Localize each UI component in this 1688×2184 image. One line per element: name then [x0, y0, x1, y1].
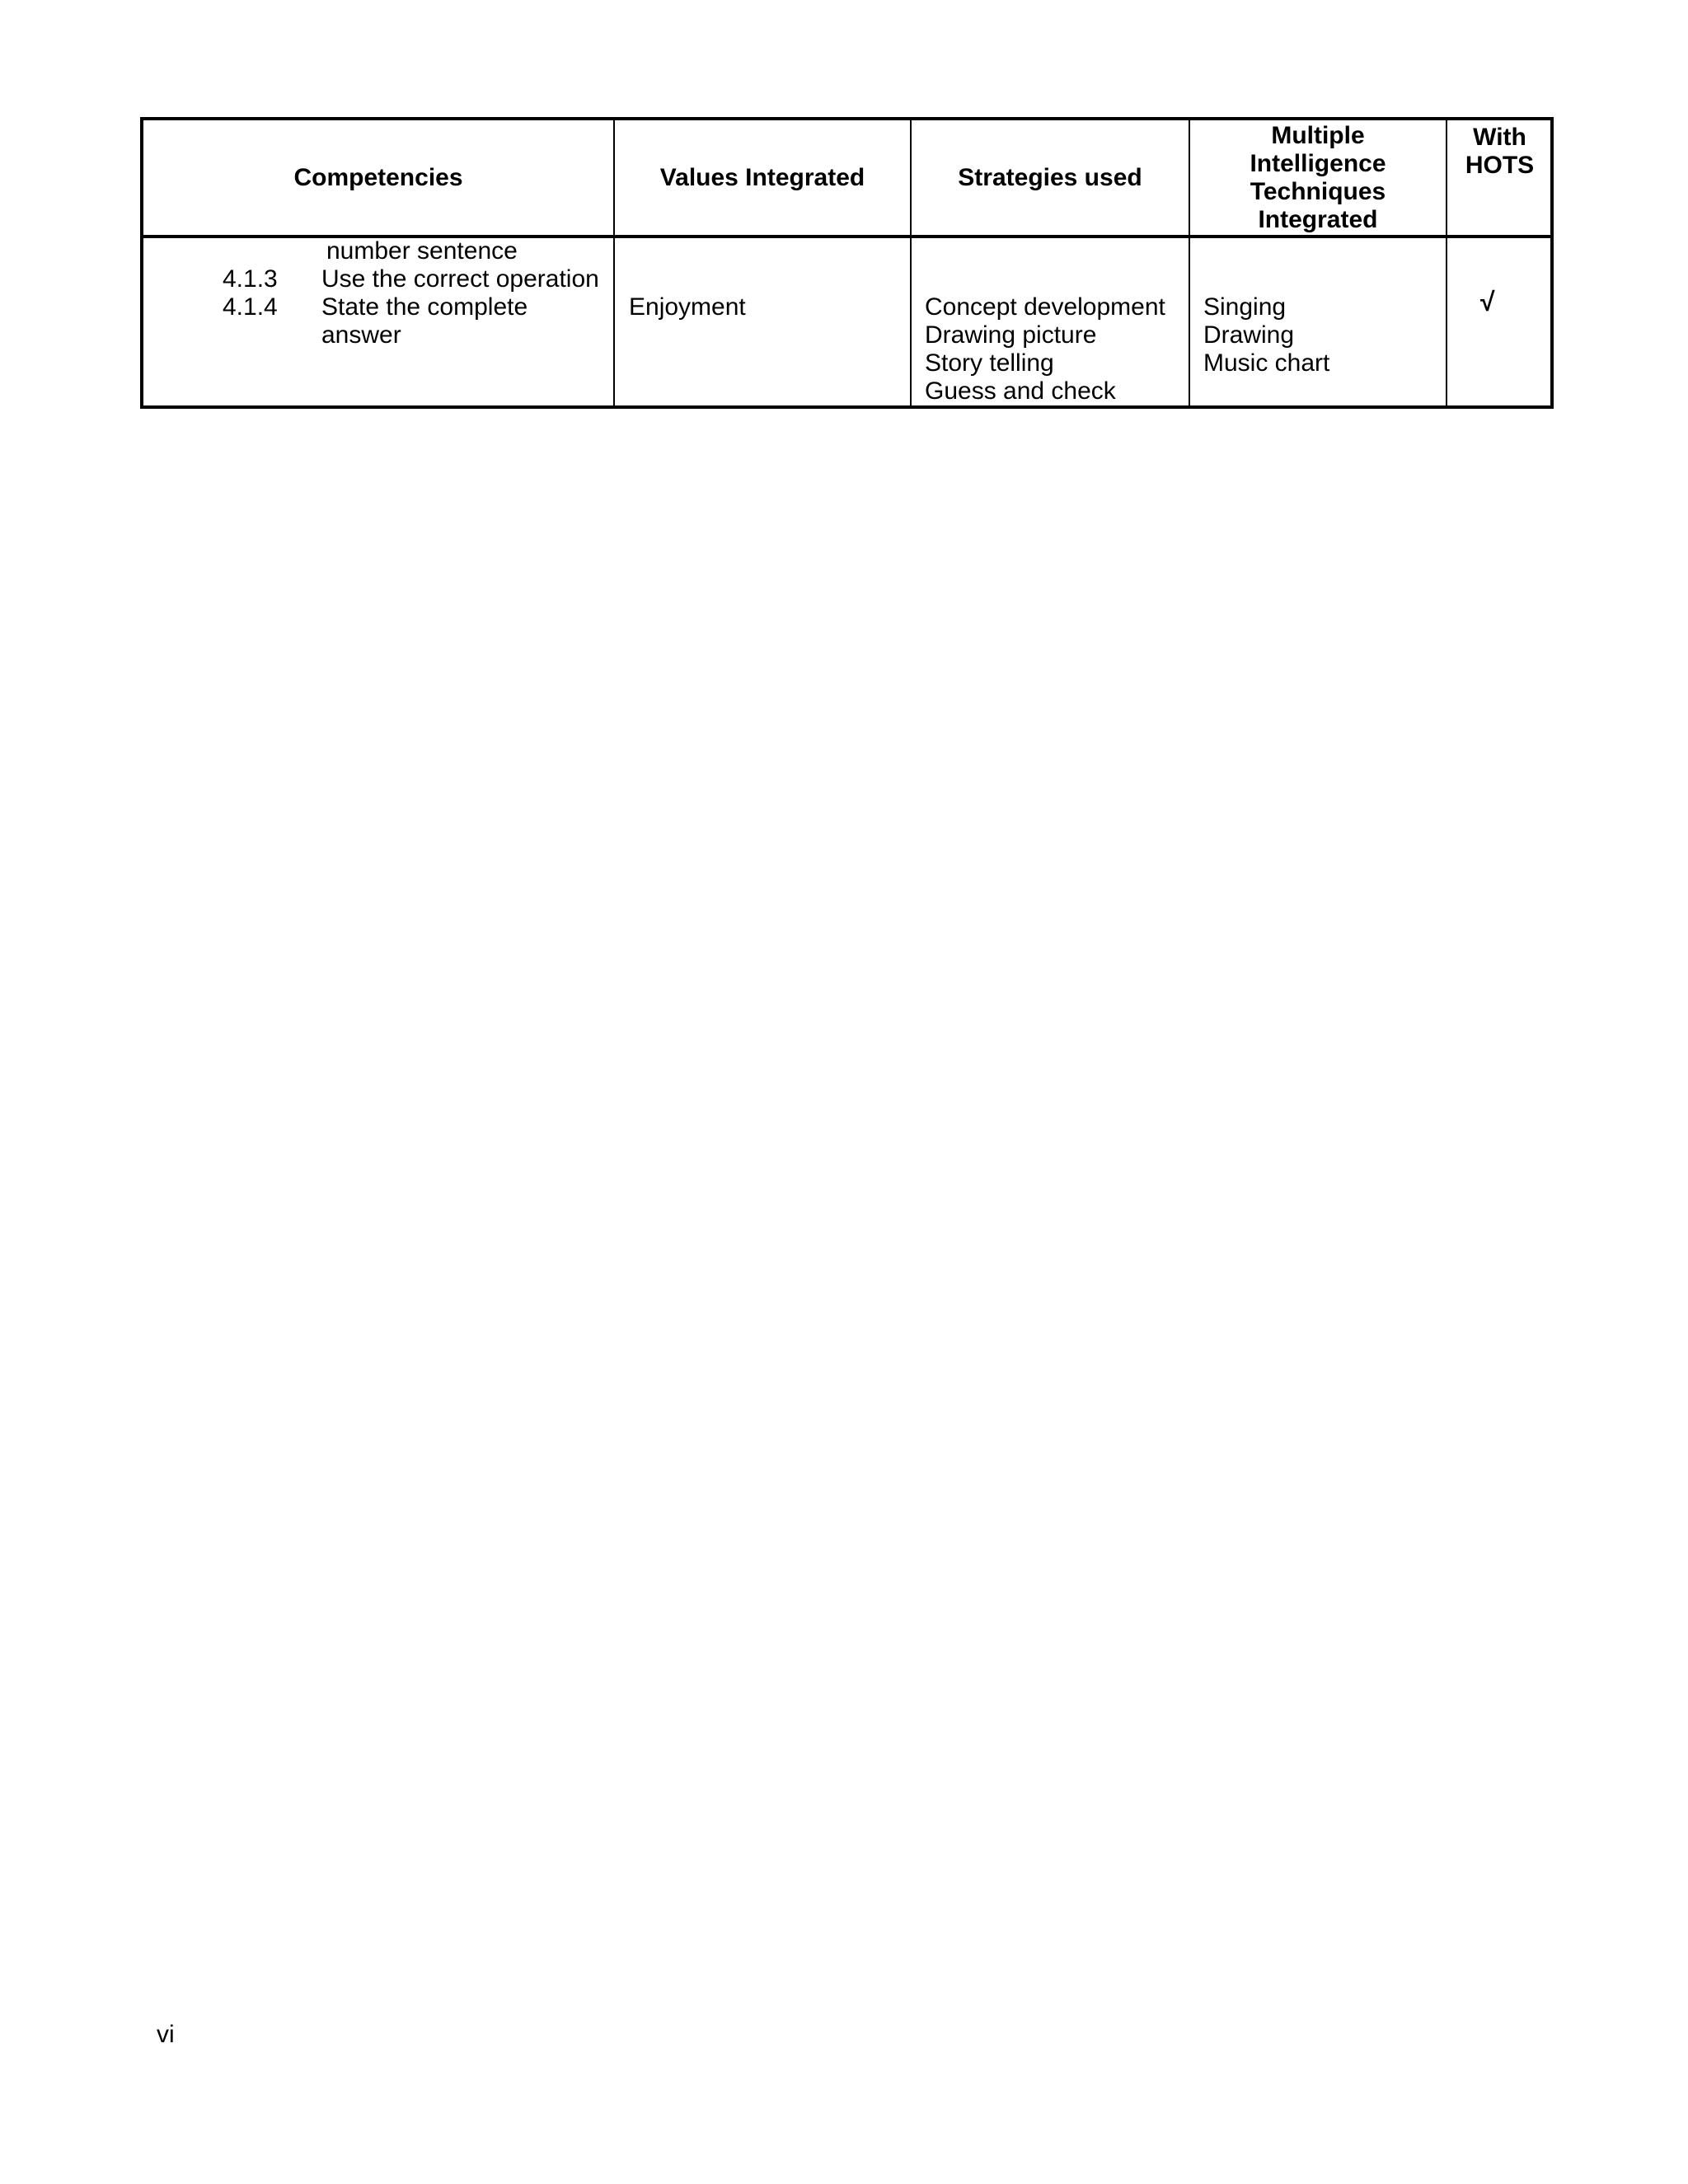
- cell-strategies-used: [925, 238, 1189, 405]
- header-values-integrated: [615, 120, 910, 235]
- table-row: [143, 238, 1550, 405]
- mi-item: Singing: [1203, 293, 1287, 321]
- strategy-item: Story telling: [925, 349, 1054, 377]
- strategy-item: Drawing picture: [925, 321, 1097, 349]
- header-mi-line: Integrated: [1258, 205, 1378, 233]
- header-values-label: Values Integrated: [659, 163, 865, 191]
- header-mi-line: Intelligence: [1250, 149, 1386, 177]
- competency-text-wrap: answer: [321, 321, 401, 349]
- header-with-hots: [1447, 120, 1552, 235]
- header-mi-line: Techniques: [1250, 177, 1386, 205]
- competency-number: 4.1.3: [223, 265, 278, 293]
- header-hots-line: HOTS: [1465, 152, 1535, 179]
- strategy-item: Concept development: [925, 293, 1165, 321]
- cell-multiple-intelligence: [1203, 238, 1446, 405]
- page-number: vi: [157, 2021, 175, 2048]
- value-item: Enjoyment: [629, 293, 746, 321]
- strategy-item: Guess and check: [925, 377, 1116, 405]
- header-strategies-label: Strategies used: [958, 163, 1142, 191]
- mi-item: Music chart: [1203, 349, 1330, 377]
- header-hots-line: With: [1473, 124, 1526, 151]
- header-mi-line: Multiple: [1271, 121, 1365, 149]
- header-strategies-used: [912, 120, 1189, 235]
- competency-continuation: number sentence: [326, 237, 518, 265]
- cell-values-integrated: [629, 238, 909, 405]
- check-mark-icon: √: [1480, 287, 1495, 316]
- competency-number: 4.1.4: [223, 293, 278, 321]
- mi-item: Drawing: [1203, 321, 1295, 349]
- competency-text: Use the correct operation: [321, 265, 599, 293]
- header-multiple-intelligence: [1190, 120, 1446, 235]
- competency-text: State the complete: [321, 293, 528, 321]
- header-competencies: [143, 120, 613, 235]
- competencies-table: [140, 117, 1554, 409]
- table-header-row: [143, 120, 1550, 238]
- cell-competencies: [143, 238, 613, 405]
- cell-with-hots: [1447, 238, 1552, 405]
- header-competencies-label: Competencies: [293, 163, 463, 191]
